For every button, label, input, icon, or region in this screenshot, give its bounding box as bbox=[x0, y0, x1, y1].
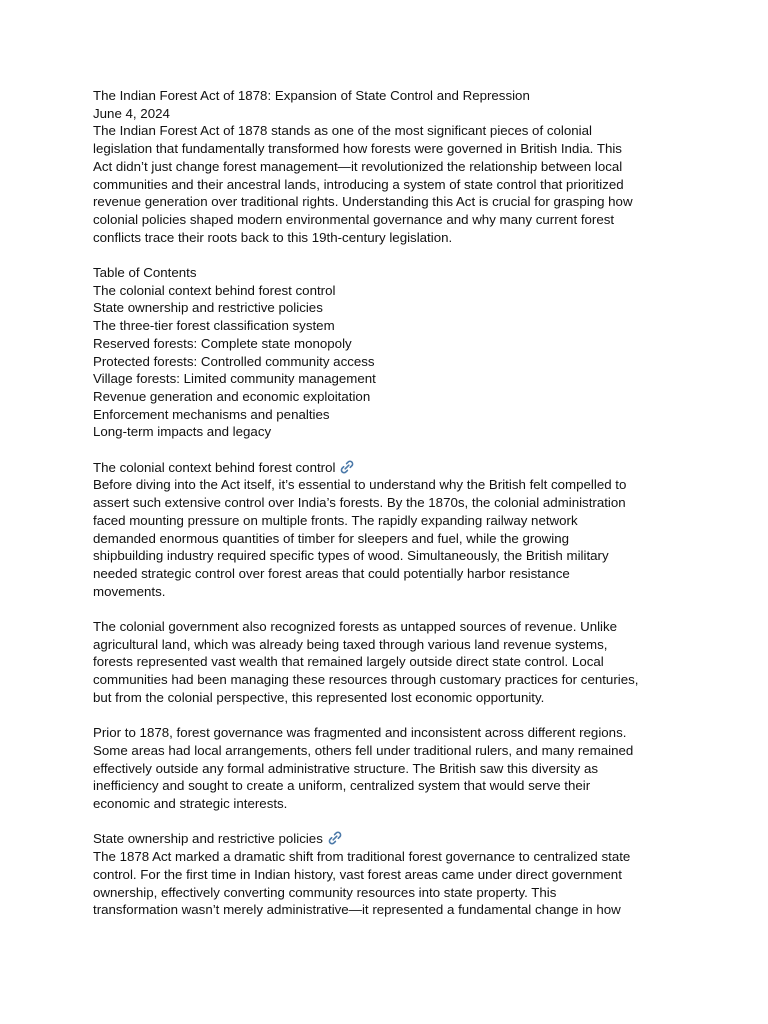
body-line: forests represented vast wealth that remained largely outside direct state control. Local bbox=[93, 654, 604, 670]
body-line: Prior to 1878, forest governance was fragmented and inconsistent across different regions. bbox=[93, 725, 627, 741]
table-of-contents bbox=[93, 264, 683, 441]
body-line: The colonial government also recognized forests as untapped sources of revenue. Unlike bbox=[93, 619, 618, 635]
toc-item-enforcement[interactable]: Enforcement mechanisms and penalties bbox=[93, 406, 330, 422]
intro-line: revenue generation over traditional rights. Understanding this Act is crucial for grasping how bbox=[93, 194, 633, 210]
intro-line: conflicts trace their roots back to this 19th-century legislation. bbox=[93, 229, 453, 245]
intro-line: The Indian Forest Act of 1878 stands as one of the most significant pieces of colonial bbox=[93, 123, 592, 139]
intro-line: communities and their ancestral lands, introducing a system of state control that prioritized bbox=[93, 176, 624, 192]
body-line: Before diving into the Act itself, it’s essential to understand why the British felt compelled to bbox=[93, 477, 627, 493]
toc-item-impacts[interactable]: Long-term impacts and legacy bbox=[93, 424, 272, 440]
link-icon[interactable] bbox=[338, 460, 356, 474]
body-line: movements. bbox=[93, 583, 166, 599]
body-line: shipbuilding industry required specific types of wood. Simultaneously, the British military bbox=[93, 548, 609, 564]
toc-item-revenue[interactable]: Revenue generation and economic exploitation bbox=[93, 388, 371, 404]
body-line: ownership, effectively converting community resources into state property. This bbox=[93, 884, 557, 900]
section-heading-text: The colonial context behind forest control bbox=[93, 459, 336, 475]
link-icon[interactable] bbox=[326, 831, 344, 845]
intro-line: Act didn’t just change forest management—it revolutionized the relationship between local bbox=[93, 158, 623, 174]
body-line: but from the colonial perspective, this represented lost economic opportunity. bbox=[93, 689, 545, 705]
body-line: agricultural land, which was already being taxed through various land revenue systems, bbox=[93, 636, 608, 652]
body-line: The 1878 Act marked a dramatic shift from traditional forest governance to centralized state bbox=[93, 849, 631, 865]
body-line: demanded enormous quantities of timber for sleepers and fuel, while the growing bbox=[93, 530, 570, 546]
toc-item-colonial-context[interactable]: The colonial context behind forest control bbox=[93, 282, 336, 298]
document-page bbox=[93, 87, 683, 919]
paragraph-gap bbox=[93, 246, 683, 264]
toc-item-reserved-forests[interactable]: Reserved forests: Complete state monopoly bbox=[93, 335, 352, 351]
toc-item-village-forests[interactable]: Village forests: Limited community management bbox=[93, 371, 376, 387]
body-line: Some areas had local arrangements, others fell under traditional rulers, and many remained bbox=[93, 742, 634, 758]
section-heading bbox=[93, 830, 683, 848]
section-heading-text: State ownership and restrictive policies bbox=[93, 831, 323, 847]
section-state-ownership bbox=[93, 830, 683, 919]
toc-item-classification[interactable]: The three-tier forest classification system bbox=[93, 318, 335, 334]
paragraph-gap bbox=[93, 600, 683, 618]
toc-item-protected-forests[interactable]: Protected forests: Controlled community access bbox=[93, 353, 375, 369]
intro-line: colonial policies shaped modern environmental governance and why many current forest bbox=[93, 211, 615, 227]
article-title: The Indian Forest Act of 1878: Expansion of State Control and Repression bbox=[93, 88, 530, 103]
body-line: needed strategic control over forest areas that could potentially harbor resistance bbox=[93, 565, 570, 581]
body-line: inefficiency and sought to create a uniform, centralized system that would serve their bbox=[93, 778, 591, 794]
paragraph-gap bbox=[93, 813, 683, 831]
paragraph-gap bbox=[93, 441, 683, 459]
body-line: communities had been managing these resources through customary practices for centuries, bbox=[93, 672, 639, 688]
body-line: control. For the first time in Indian history, vast forest areas came under direct government bbox=[93, 866, 622, 882]
toc-heading: Table of Contents bbox=[93, 265, 197, 281]
body-line: economic and strategic interests. bbox=[93, 796, 288, 812]
body-line: faced mounting pressure on multiple fronts. The rapidly expanding railway network bbox=[93, 512, 578, 528]
toc-item-state-ownership[interactable]: State ownership and restrictive policies bbox=[93, 300, 323, 316]
intro-line: legislation that fundamentally transformed how forests were governed in British India. This bbox=[93, 141, 622, 157]
section-colonial-context bbox=[93, 459, 683, 813]
body-line: transformation wasn’t merely administrative—it represented a fundamental change in how bbox=[93, 902, 621, 918]
body-line: assert such extensive control over India’s forests. By the 1870s, the colonial administration bbox=[93, 495, 626, 511]
intro-paragraph bbox=[93, 122, 683, 246]
section-heading bbox=[93, 459, 683, 477]
body-line: effectively outside any formal administrative structure. The British saw this diversity as bbox=[93, 760, 598, 776]
article-date: June 4, 2024 bbox=[93, 105, 170, 121]
paragraph-gap bbox=[93, 707, 683, 725]
